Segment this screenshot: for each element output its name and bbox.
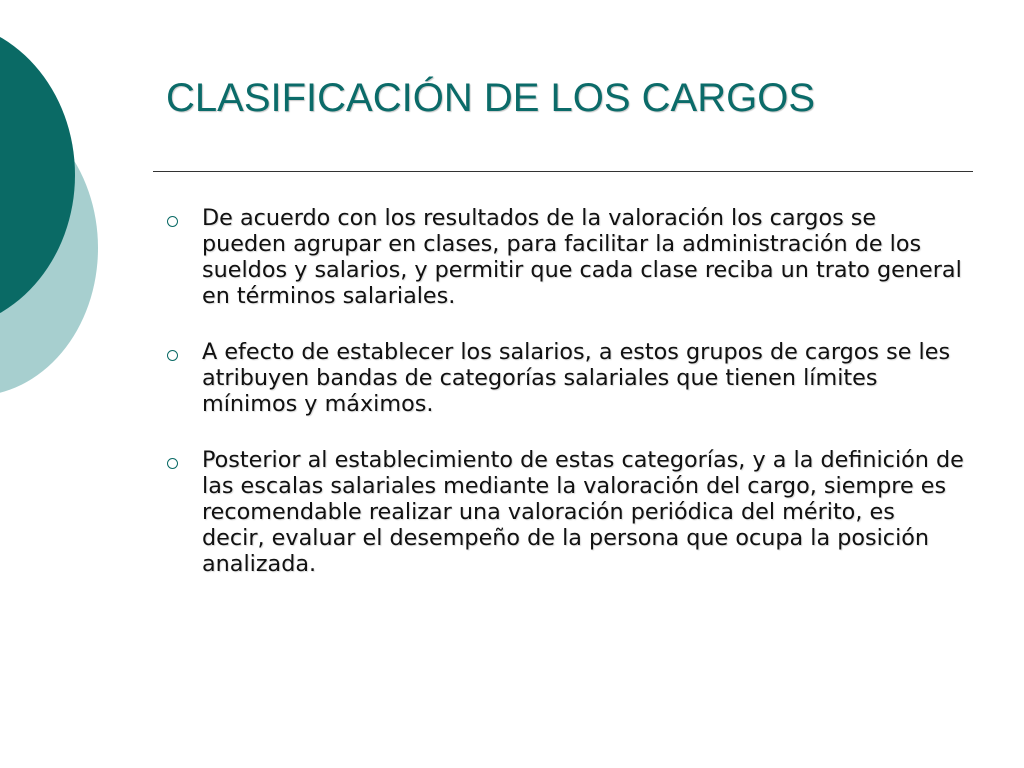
hollow-circle-icon xyxy=(167,458,178,469)
bullet-text: Posterior al establecimiento de estas categorías, y a la definición de las escalas salariales mediante la valoración del cargo, siempre es recomendable realizar una valoración periódica del mérito, es decir, evaluar el desempeño de la persona que ocupa la posición analizada. xyxy=(202,447,964,577)
bullet-item xyxy=(164,205,964,309)
title-divider xyxy=(153,171,973,172)
bullet-text: A efecto de establecer los salarios, a estos grupos de cargos se les atribuyen bandas de categorías salariales que tienen límites mínimos y máximos. xyxy=(202,339,951,417)
hollow-circle-icon xyxy=(167,216,178,227)
bullet-text: De acuerdo con los resultados de la valoración los cargos se pueden agrupar en clases, para facilitar la administración de los sueldos y salarios, y permitir que cada clase reciba un trato general en términos salariales. xyxy=(202,205,962,309)
bullet-item xyxy=(164,339,964,417)
slide-title: CLASIFICACIÓN DE LOS CARGOS xyxy=(166,76,816,120)
bullet-item xyxy=(164,447,964,577)
bullet-list xyxy=(164,205,964,607)
hollow-circle-icon xyxy=(167,350,178,361)
